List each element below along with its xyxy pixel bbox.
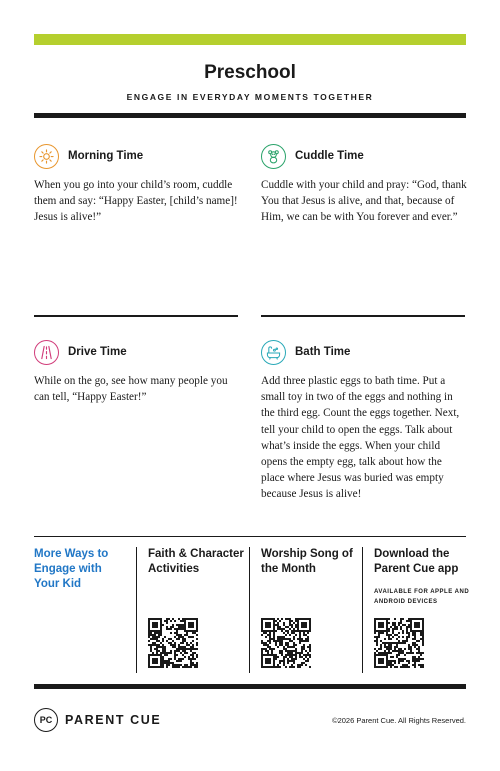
logo-mark-icon: PC [34,708,58,732]
card-title: Bath Time [295,346,351,358]
section-divider [34,315,238,317]
header-divider [34,113,466,118]
card-body: Add three plastic eggs to bath time. Put a small toy in two of the eggs and nothing in the third egg. Count the eggs together. Next, tell your child to open the eggs. Talk about what’s inside the eggs. When your child opens the empty egg, talk about how the place where Jesus was buried was empty because Jesus is alive! [261,375,460,501]
parent-cue-logo [34,708,161,732]
copyright-notice: ©2026 Parent Cue. All Rights Reserved. [332,716,466,725]
resource-title: Worship Song of the Month [261,548,353,575]
footer-divider [34,684,466,689]
card-drive-time [34,339,240,405]
qr-code-worship-song[interactable] [261,618,311,668]
card-title: Cuddle Time [295,150,364,162]
app-availability-note: AVAILABLE FOR APPLE AND ANDROID DEVICES [374,589,470,605]
card-morning-time [34,143,240,226]
column-divider [249,547,250,673]
card-bath-time [261,339,467,503]
resource-title: Download the Parent Cue app [374,548,459,575]
column-divider [136,547,137,673]
page-subtitle: ENGAGE IN EVERYDAY MOMENTS TOGETHER [126,92,374,102]
section-divider [261,315,465,317]
resource-parent-cue-app [374,547,474,607]
accent-bar [34,34,466,45]
card-body: Cuddle with your child and pray: “God, thank You that Jesus is alive, and that, because of Him, we can be with You forever and ever.” [261,179,467,224]
bathtub-icon [261,340,286,365]
qr-code-faith-activities[interactable] [148,618,198,668]
card-title: Drive Time [68,346,127,358]
column-divider [362,547,363,673]
resources-divider [34,536,466,537]
card-title: Morning Time [68,150,144,162]
qr-code-parent-cue-app[interactable] [374,618,424,668]
page-title: Preschool [204,62,296,83]
resource-worship-song [261,547,361,577]
resources-heading: More Ways to Engage with Your Kid [34,548,109,590]
teddy-bear-icon [261,144,286,169]
card-body: While on the go, see how many people you can tell, “Happy Easter!” [34,375,228,404]
road-icon [34,340,59,365]
card-body: When you go into your child’s room, cuddle them and say: “Happy Easter, [child’s name]! Jesus is alive!” [34,179,238,224]
logo-text: PARENT CUE [65,713,162,727]
resource-faith-activities [148,547,248,577]
resource-title: Faith & Character Activities [148,548,244,575]
card-cuddle-time [261,143,467,226]
sun-icon [34,144,59,169]
